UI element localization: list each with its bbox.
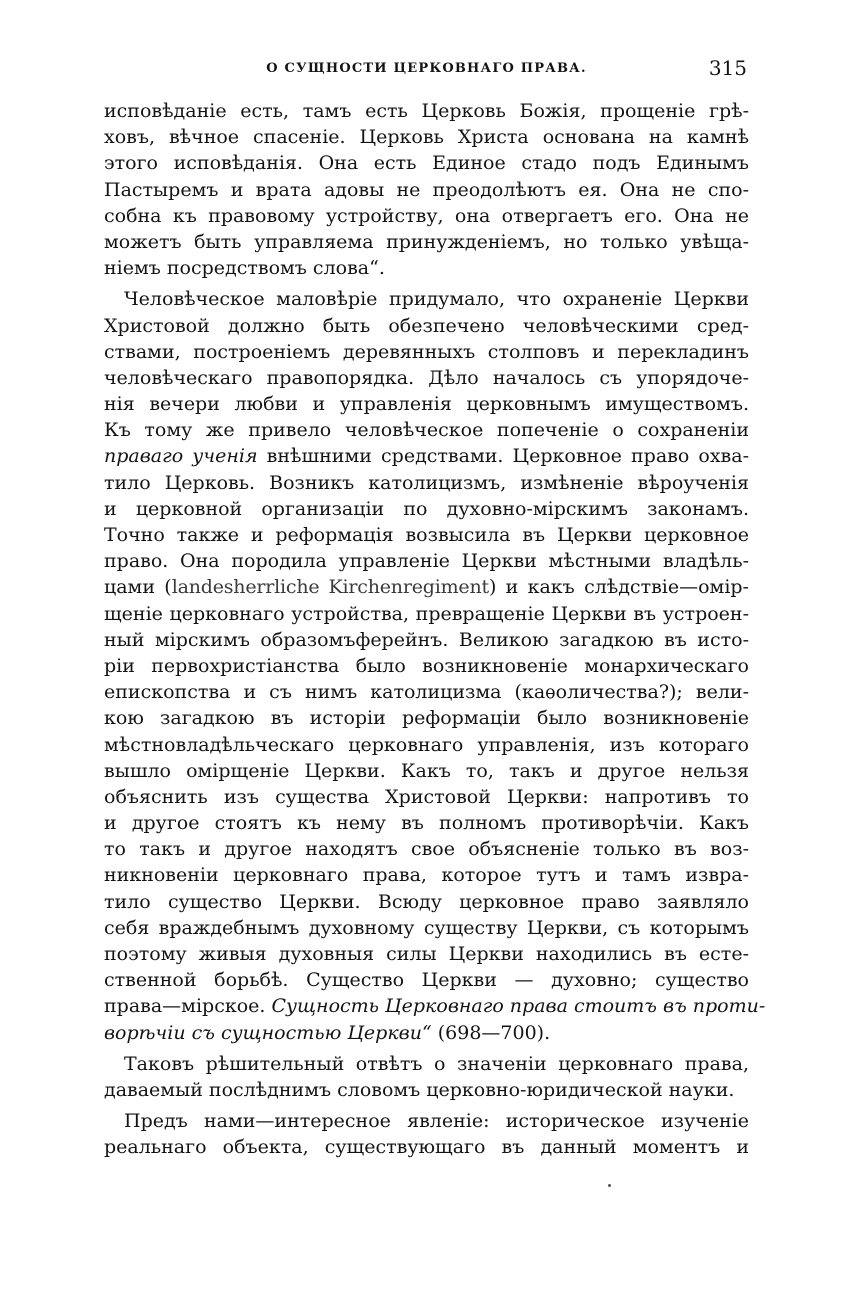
text-line: Точно также и реформація возвысила въ Церкви церковное (104, 524, 749, 546)
body-text (104, 98, 766, 1161)
text-line: Предъ нами—интересное явленіе: историческое изученіе (124, 1110, 749, 1133)
text-line: тило Церковь. Возникъ католицизмъ, измѣненіе вѣроученія (104, 471, 749, 494)
text-line: ствами, построеніемъ деревянныхъ столповъ и перекладинъ (104, 340, 749, 363)
italic-quote: ворѣчіи съ сущностью Церкви“ (104, 1021, 432, 1044)
text-line: тило существо Церкви. Всюду церковное право заявляло (104, 890, 749, 913)
text-segment: внѣшними средствами. Церковное право охва- (257, 445, 749, 468)
scan-speck (608, 1184, 611, 1187)
text-line: Христовой должно быть обезпечено человѣческими сред- (104, 314, 749, 337)
text-line: даваемый послѣднимъ словомъ церковно-юридической науки. (104, 1078, 735, 1101)
book-page (104, 56, 766, 1161)
text-line (104, 443, 749, 469)
text-line: ховъ, вѣчное спасеніе. Церковь Христа основана на камнѣ (104, 126, 749, 149)
text-line (104, 993, 766, 1019)
running-header (104, 56, 749, 86)
text-line: объяснить изъ существа Христовой Церкви: напротивъ то (104, 785, 749, 808)
text-line: собна къ правовому устройству, она отвергаетъ его. Она не (104, 204, 749, 227)
paragraph-2 (104, 286, 766, 1045)
text-line: кою загадкою въ исторіи реформаціи было возникновеніе (104, 707, 749, 730)
text-line (104, 1020, 749, 1046)
text-segment: ) и какъ слѣдствіе—омір- (488, 576, 749, 599)
text-line: и другое стоятъ къ нему въ полномъ противорѣчіи. Какъ (104, 812, 749, 835)
italic-quote: Сущность Церковнаго права стоитъ въ проти- (271, 995, 766, 1018)
text-line: исповѣданіе есть, тамъ есть Церковь Божія, прощеніе грѣ- (104, 100, 749, 122)
text-line: право. Она породила управленіе Церкви мѣстными владѣль- (104, 550, 749, 573)
text-line: мѣстновладѣльческаго церковнаго управленія, изъ котораго (104, 733, 749, 756)
page-number: 315 (708, 56, 747, 80)
text-line: епископства и съ нимъ католицизма (каѳоличества?); вели- (104, 681, 749, 704)
running-title: О СУЩНОСТИ ЦЕРКОВНАГО ПРАВА. (266, 61, 587, 76)
text-line: ріи первохристіанства было возникновеніе монархическаго (104, 654, 749, 677)
text-line: человѣческаго правопорядка. Дѣло началось съ упорядоче- (104, 366, 749, 389)
text-line: ственной борьбѣ. Существо Церкви — духовно; существо (104, 969, 749, 992)
text-line: Пастыремъ и врата адовы не преодолѣютъ ея. Она не спо- (104, 178, 749, 201)
text-segment: цами ( (104, 576, 172, 599)
text-line: поэтому живыя духовныя силы Церкви находились въ есте- (104, 943, 749, 965)
text-line: вышло омірщеніе Церкви. Какъ то, такъ и другое нельзя (104, 759, 749, 782)
text-line: можетъ быть управляема принужденіемъ, но только увѣща- (104, 230, 749, 253)
text-line: никновеніи церковнаго права, которое тутъ и тамъ извра- (104, 864, 749, 887)
text-line: себя враждебнымъ духовному существу Церкви, съ которымъ (104, 916, 749, 939)
text-segment: права—мірское. (104, 995, 272, 1018)
german-term: landesherrliche Kirchenregiment (171, 576, 489, 599)
text-line: и церковной организаціи по духовно-мірскимъ законамъ. (104, 497, 749, 520)
italic-phrase: праваго ученія (104, 445, 258, 468)
text-line: нія вечери любви и управленія церковнымъ имуществомъ. (104, 393, 749, 416)
text-line (104, 574, 749, 600)
text-line: Таковъ рѣшительный отвѣтъ о значеніи церковнаго права, (124, 1052, 749, 1075)
page-citation: (698—700). (431, 1021, 551, 1044)
text-line: щеніе церковнаго устройства, превращеніе Церкви въ устроен- (104, 602, 749, 625)
text-line: реальнаго объекта, существующаго въ данный моментъ и (104, 1136, 749, 1159)
text-line: Человѣческое маловѣріе придумало, что охраненіе Церкви (124, 288, 749, 311)
paragraph-1 (104, 98, 749, 281)
text-line: этого исповѣданія. Она есть Единое стадо подъ Единымъ (104, 152, 749, 175)
paragraph-4 (104, 1108, 749, 1160)
text-line: ніемъ посредствомъ слова“. (104, 257, 385, 280)
text-line: Къ тому же привело человѣческое попеченіе о сохраненіи (104, 419, 749, 442)
paragraph-3 (104, 1051, 749, 1103)
text-line: то такъ и другое находятъ свое объясненіе только въ воз- (104, 838, 749, 861)
text-line: ный мірскимъ образомъферейнъ. Великою загадкою въ исто- (104, 628, 749, 651)
